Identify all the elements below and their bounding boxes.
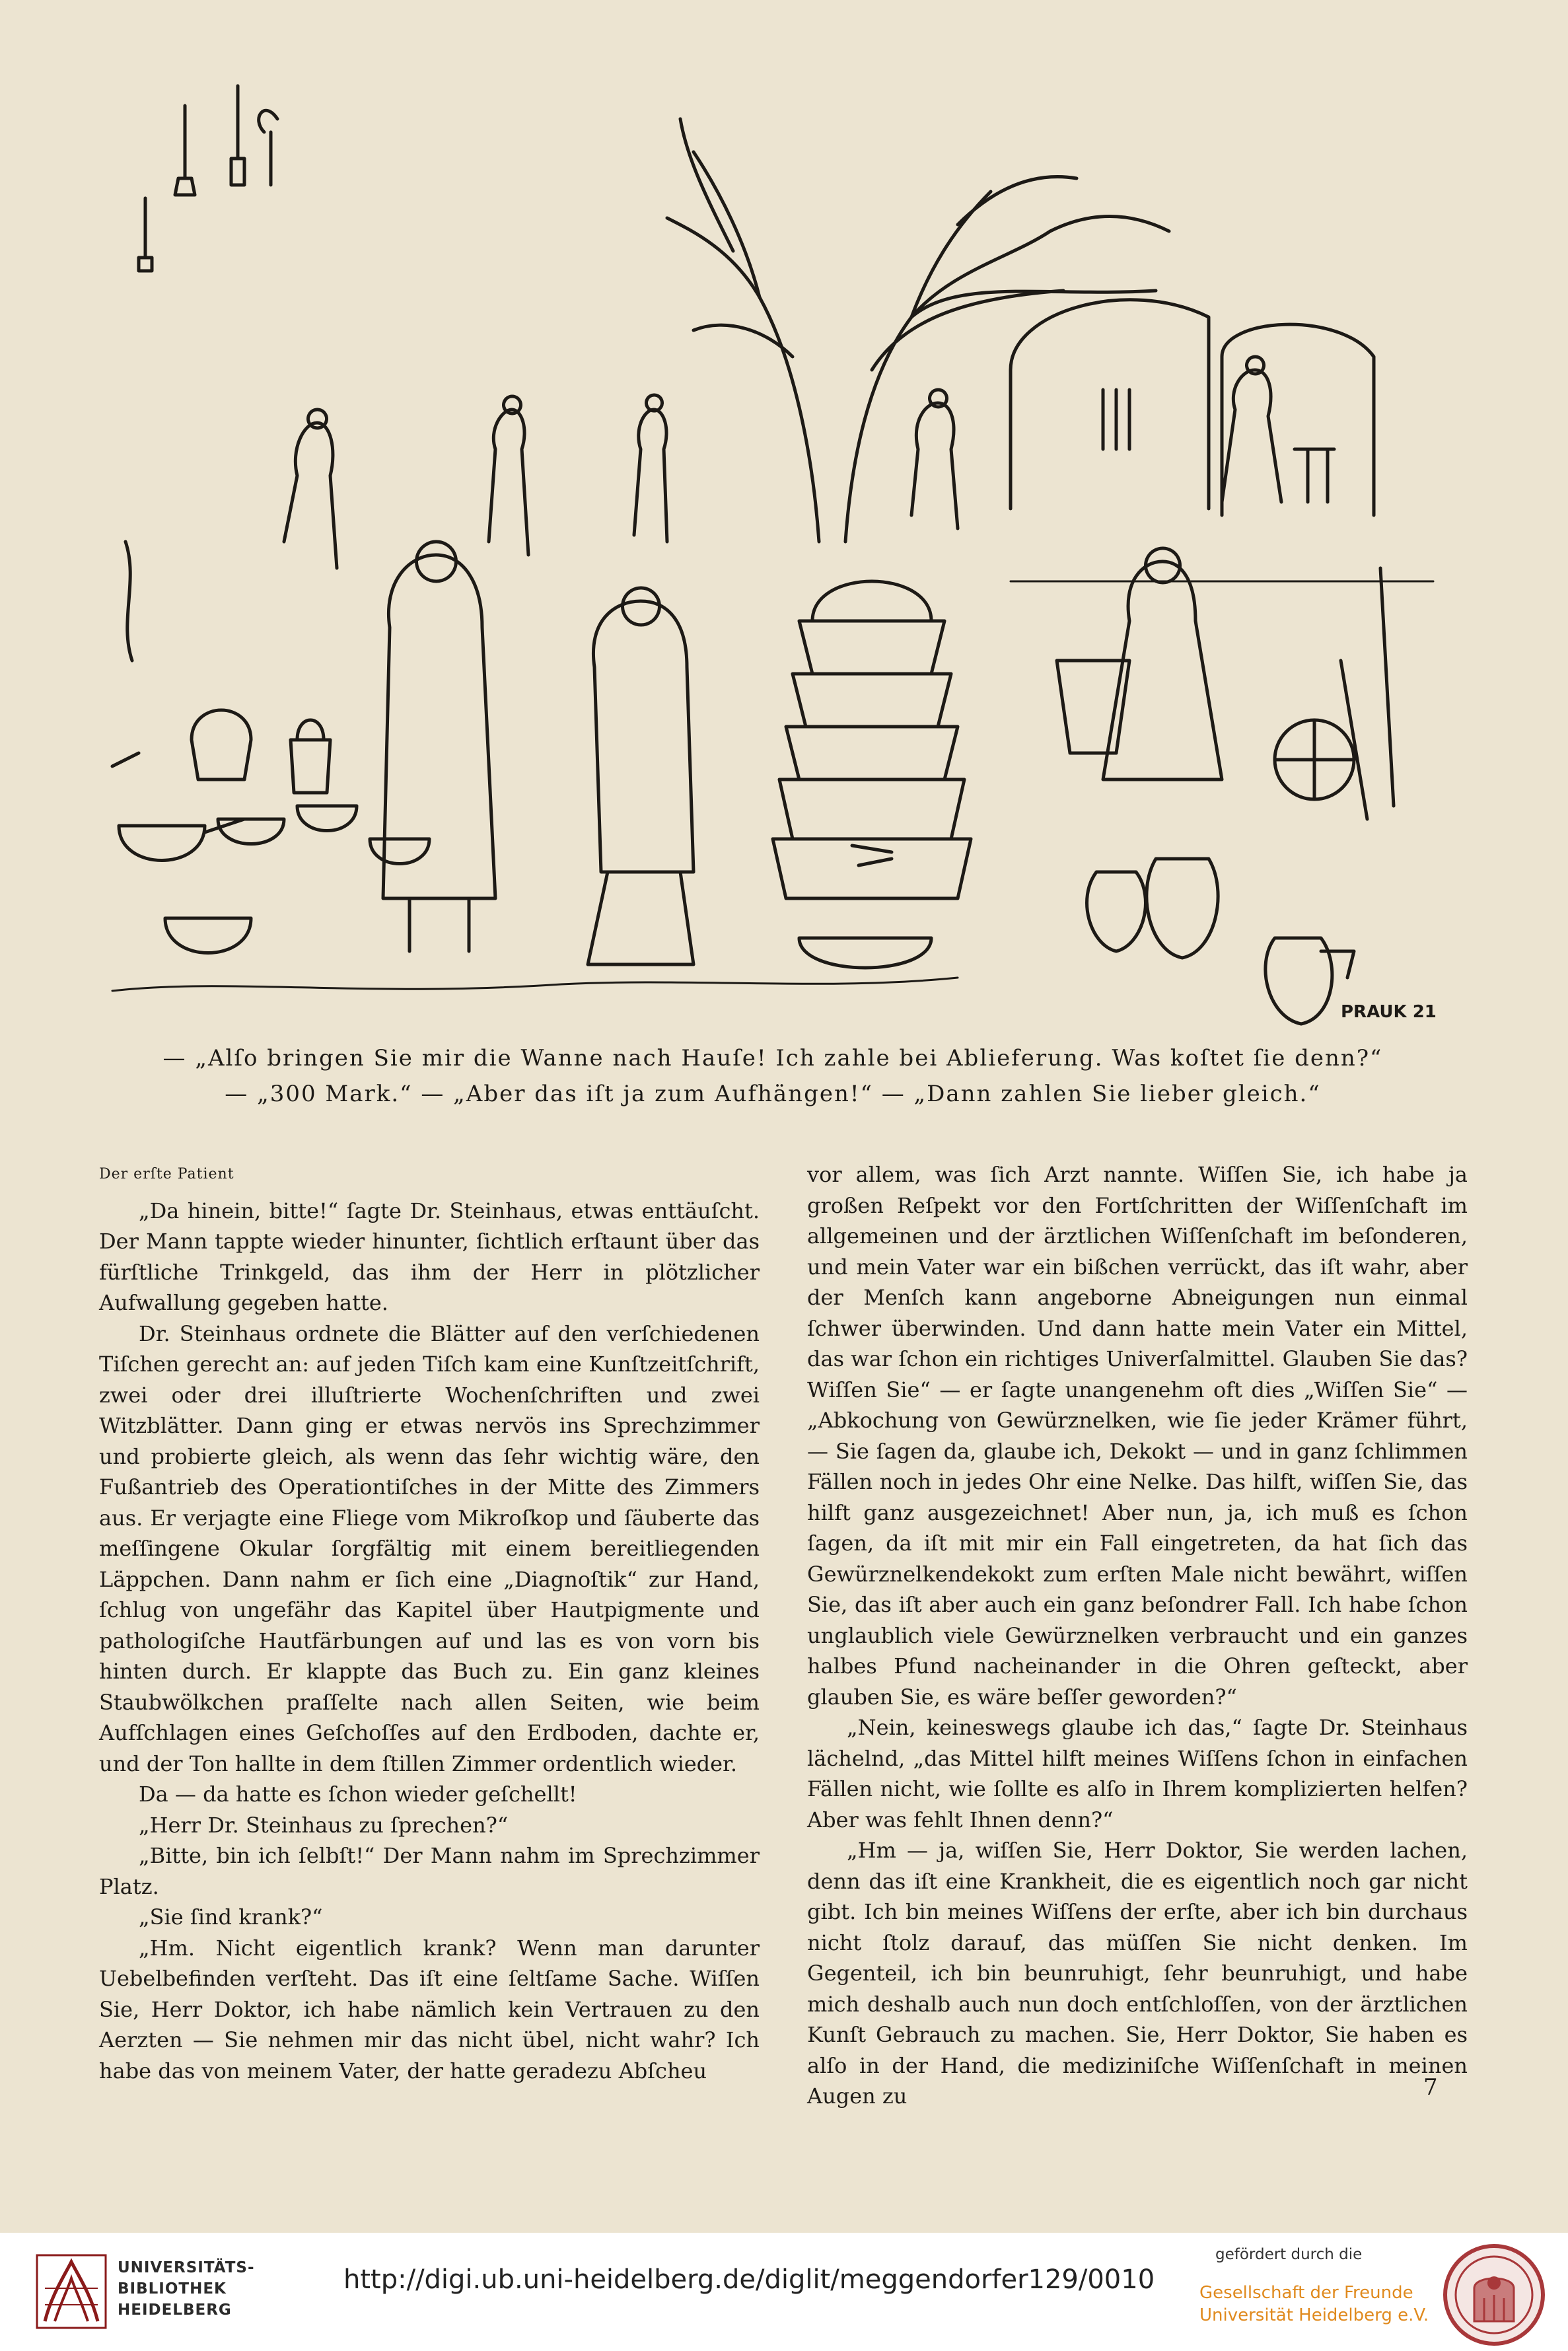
university-seal-icon bbox=[1441, 2242, 1547, 2348]
paragraph: „Herr Dr. Steinhaus zu ſprechen?“ bbox=[139, 1812, 509, 1838]
paragraph: Dr. Steinhaus ordnete die Blätter auf den verſchiedenen Tiſchen gerecht an: auf jeden Tiſch kam eine Kunſtzeitſchrift, zwei oder drei illuſtrierte Wochenſchriften und zwei Witzblätter. Dann ging er etwas nervös ins Sprechzimmer und probierte gleich, als wenn das ſehr wichtig wäre, den Fußantrieb des Operationtiſches in der Mitte des Zimmers aus. Er verjagte eine Fliege vom Mikroſkop und ſäuberte das meſſingene Okular ſorgfältig mit einem bereitliegenden Läppchen. Dann nahm er ſich eine „Diagnoſtik“ zur Hand, ſchlug von ungefähr das Kapitel über Hautpigmente und pathologiſche Hautfärbungen auf und las es von vorn bis hinten durch. Er klappte das Buch zu. Ein ganz kleines Staubwölkchen praſſelte nach allen Seiten, wie beim Aufſchlagen eines Geſchoſſes auf den Erdboden, dachte er, und der Ton hallte in dem ſtillen Zimmer ordentlich wieder. bbox=[99, 1320, 760, 1776]
paragraph: Da — da hatte es ſchon wieder geſchellt! bbox=[139, 1782, 577, 1807]
caption-line-1: — „Alſo bringen Sie mir die Wanne nach Hauſe! Ich zahle bei Ablieferung. Was koſtet ſie denn?“ bbox=[162, 1045, 1383, 1071]
library-name-line-2: BIBLIOTHEK bbox=[118, 2280, 227, 2297]
text-column-right bbox=[807, 1159, 1468, 2112]
paragraph: „Bitte, bin ich ſelbſt!“ Der Mann nahm im Sprechzimmer Platz. bbox=[99, 1843, 760, 1899]
page-number: 7 bbox=[1423, 2074, 1438, 2101]
sponsor-label: gefördert durch die bbox=[1215, 2246, 1363, 2263]
sponsor-name-line-1: Gesellschaft der Freunde bbox=[1199, 2283, 1413, 2303]
permalink-url[interactable]: http://digi.ub.uni-heidelberg.de/diglit/meggendorfer129/0010 bbox=[343, 2264, 1155, 2295]
svg-text:PRAUK 21: PRAUK 21 bbox=[1341, 1002, 1437, 1022]
paragraph: „Da hinein, bitte!“ ſagte Dr. Steinhaus, etwas enttäuſcht. Der Mann tappte wieder hinunter, ſichtlich erſtaunt über das fürſtliche Trinkgeld, das ihm der Herr in plötzlicher Aufwallung gegeben hatte. bbox=[99, 1198, 760, 1315]
digitization-footer bbox=[0, 2233, 1568, 2351]
paragraph: „Hm. Nicht eigentlich krank? Wenn man darunter Uebelbefinden verſteht. Das iſt eine ſeltſame Sache. Wiſſen Sie, Herr Doktor, ich habe nämlich kein Vertrauen zu den Aerzten — Sie nehmen mir das nicht übel, nicht wahr? Ich habe das von meinem Vater, der hatte geradezu Abſcheu bbox=[99, 1935, 760, 2083]
sponsor-name-line-2: Universität Heidelberg e.V. bbox=[1199, 2305, 1429, 2325]
text-column-left bbox=[99, 1159, 760, 2086]
paragraph: vor allem, was ſich Arzt nannte. Wiſſen Sie, ich habe ja großen Reſpekt vor den Fortſchritten der Wiſſenſchaft im allgemeinen und der ärztlichen Wiſſenſchaft im beſonderen, und mein Vater war ein bißchen verrückt, das iſt wahr, aber der Menſch kann angeborne Abneigungen nun einmal ſchwer überwinden. Und dann hatte mein Vater ein Mittel, das war ſchon ein richtiges Univerſalmittel. Glauben Sie das? Wiſſen Sie“ — er ſagte unangenehm oft dies „Wiſſen Sie“ — „Abkochung von Gewürznelken, wie ſie jeder Krämer führt, — Sie ſagen da, glaube ich, Dekokt — und in ganz ſchlimmen Fällen noch in jedes Ohr eine Nelke. Das hilft, wiſſen Sie, das hilft ganz ausgezeichnet! Aber nun, ja, ich muß es ſchon ſagen, da iſt mit mir ein Fall eingetreten, da hat ſich das Gewürznelkendekokt zum erſten Male nicht bewährt, wiſſen Sie, das iſt aber auch ein ganz beſondrer Fall. Ich habe ſchon unglaublich viele Gewürznelken verbraucht und ein ganzes halbes Pfund nacheinander in die Ohren geſteckt, aber glauben Sie, es wäre beſſer geworden?“ bbox=[807, 1162, 1468, 1710]
illustration-market-scene bbox=[99, 79, 1473, 1031]
paragraph: „Nein, keineswegs glaube ich das,“ ſagte Dr. Steinhaus lächelnd, „das Mittel hilft meines Wiſſens ſchon in einfachen Fällen nicht, wie ſollte es alſo in Ihrem komplizierten helfen? Aber was fehlt Ihnen denn?“ bbox=[807, 1715, 1468, 1832]
library-name-line-1: UNIVERSITÄTS- bbox=[118, 2259, 255, 2276]
caption-line-2: — „300 Mark.“ — „Aber das iſt ja zum Aufhängen!“ — „Dann zahlen Sie lieber gleich.“ bbox=[225, 1081, 1321, 1107]
paragraph: „Sie ſind krank?“ bbox=[139, 1904, 323, 1930]
paragraph: „Hm — ja, wiſſen Sie, Herr Doktor, Sie werden lachen, denn das iſt eine Krankheit, die es eigentlich noch gar nicht gibt. Ich bin meines Wiſſens der erſte, aber ich bin durchaus nicht ſtolz darauf, das müſſen Sie nicht denken. Im Gegenteil, ich bin beunruhigt, ſehr beunruhigt, und habe mich deshalb auch nun doch entſchloſſen, von der ärztlichen Kunſt Gebrauch zu machen. Sie, Herr Doktor, Sie haben es alſo in der Hand, die mediziniſche Wiſſenſchaft in meinen Augen zu bbox=[807, 1838, 1468, 2109]
library-name-line-3: HEIDELBERG bbox=[118, 2301, 232, 2319]
university-library-logo-icon bbox=[32, 2249, 111, 2334]
article-heading: Der erſte Patient bbox=[99, 1166, 234, 1182]
